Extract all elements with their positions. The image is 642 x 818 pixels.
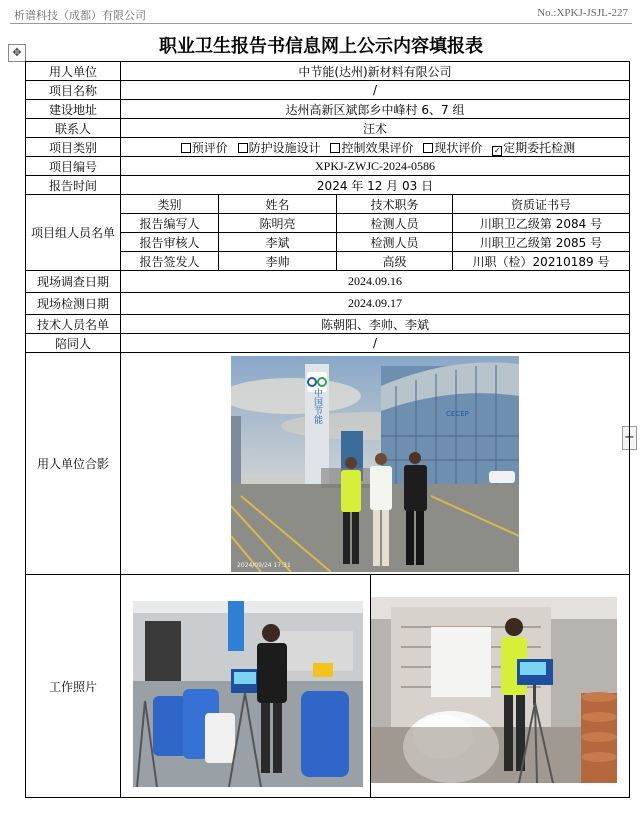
category-option-label: 定期委托检测: [503, 140, 576, 155]
checkbox-status-evaluation[interactable]: [417, 141, 482, 155]
test-date-value[interactable]: 2024.09.17: [121, 293, 630, 315]
work-photo-left[interactable]: [133, 601, 363, 787]
building-sign-text: CECEP: [446, 409, 469, 418]
employer-value[interactable]: 中节能(达州)新材料有限公司: [121, 62, 630, 81]
tech-staff-label: 技术人员名单: [26, 315, 121, 334]
test-date-label: 现场检测日期: [26, 293, 121, 315]
group-photo-label: 用人单位合影: [26, 353, 121, 575]
project-name-label: 项目名称: [26, 81, 121, 100]
category-option-label: 防护设施设计: [248, 140, 321, 155]
team-header-title: 技术职务: [337, 195, 453, 214]
checkbox-icon: [238, 143, 248, 153]
form-title: 职业卫生报告书信息网上公示内容填报表: [159, 36, 483, 57]
category-option-label: 预评价: [191, 140, 228, 155]
category-option-label: 现状评价: [434, 140, 483, 155]
team-name[interactable]: 李帅: [219, 252, 337, 271]
group-photo-image: [231, 356, 519, 572]
work-photo-label: 工作照片: [26, 575, 121, 798]
checkbox-icon: [181, 143, 191, 153]
add-column-icon[interactable]: +: [622, 426, 637, 450]
checkbox-icon: [330, 143, 340, 153]
survey-date-label: 现场调查日期: [26, 271, 121, 293]
team-cert[interactable]: 川职卫乙级第 2084 号: [453, 214, 630, 233]
survey-date-value[interactable]: 2024.09.16: [121, 271, 630, 293]
employer-label: 用人单位: [26, 62, 121, 81]
category-label: 项目类别: [26, 138, 121, 157]
company-header: 析谱科技（成都）有限公司: [14, 9, 146, 22]
document-number: No.:XPKJ-JSJL-227: [537, 7, 628, 19]
category-options: [121, 138, 630, 157]
address-label: 建设地址: [26, 100, 121, 119]
contact-label: 联系人: [26, 119, 121, 138]
code-value[interactable]: XPKJ-ZWJC-2024-0586: [121, 157, 630, 176]
checkbox-pre-evaluation[interactable]: [175, 141, 228, 155]
team-role[interactable]: 报告编写人: [121, 214, 219, 233]
escort-label: 陪同人: [26, 334, 121, 353]
contact-value[interactable]: 汪术: [121, 119, 630, 138]
report-time-label: 报告时间: [26, 176, 121, 195]
checkbox-icon: [423, 143, 433, 153]
escort-value[interactable]: /: [121, 334, 630, 353]
team-name[interactable]: 李斌: [219, 233, 337, 252]
report-time-value[interactable]: 2024 年 12 月 03 日: [121, 176, 630, 195]
work-photo-right-image: [371, 597, 617, 783]
team-role[interactable]: 报告签发人: [121, 252, 219, 271]
checkbox-control-effect[interactable]: [324, 141, 413, 155]
team-name[interactable]: 陈明亮: [219, 214, 337, 233]
team-label: 项目组人员名单: [26, 195, 121, 271]
team-header-name: 姓名: [219, 195, 337, 214]
team-header-role: 类别: [121, 195, 219, 214]
sign-text: 中国节能: [312, 387, 322, 424]
team-cert[interactable]: 川职卫乙级第 2085 号: [453, 233, 630, 252]
group-photo[interactable]: [231, 356, 519, 572]
checkbox-checked-icon: ✓: [493, 145, 501, 155]
checkbox-protection-design[interactable]: [232, 141, 321, 155]
disclosure-table: [25, 61, 630, 798]
team-title[interactable]: 检测人员: [337, 233, 453, 252]
group-photo-cell: [121, 353, 630, 575]
tech-staff-value[interactable]: 陈朝阳、李帅、李斌: [121, 315, 630, 334]
project-name-value[interactable]: /: [121, 81, 630, 100]
category-option-label: 控制效果评价: [341, 140, 414, 155]
team-role[interactable]: 报告审核人: [121, 233, 219, 252]
photo-timestamp: 2024/09/24 17:31: [237, 561, 291, 569]
team-title[interactable]: 检测人员: [337, 214, 453, 233]
team-cert[interactable]: 川职（检）20210189 号: [453, 252, 630, 271]
work-photo-cell: [121, 575, 630, 798]
checkbox-periodic-testing[interactable]: [486, 141, 575, 155]
team-title[interactable]: 高级: [337, 252, 453, 271]
team-header-cert: 资质证书号: [453, 195, 630, 214]
work-photo-left-image: [133, 601, 363, 787]
address-value[interactable]: 达州高新区斌郎乡中峰村 6、7 组: [121, 100, 630, 119]
header-rule: [10, 23, 632, 24]
work-photo-right[interactable]: [371, 597, 617, 783]
code-label: 项目编号: [26, 157, 121, 176]
table-move-handle-icon[interactable]: ✥: [8, 44, 26, 62]
